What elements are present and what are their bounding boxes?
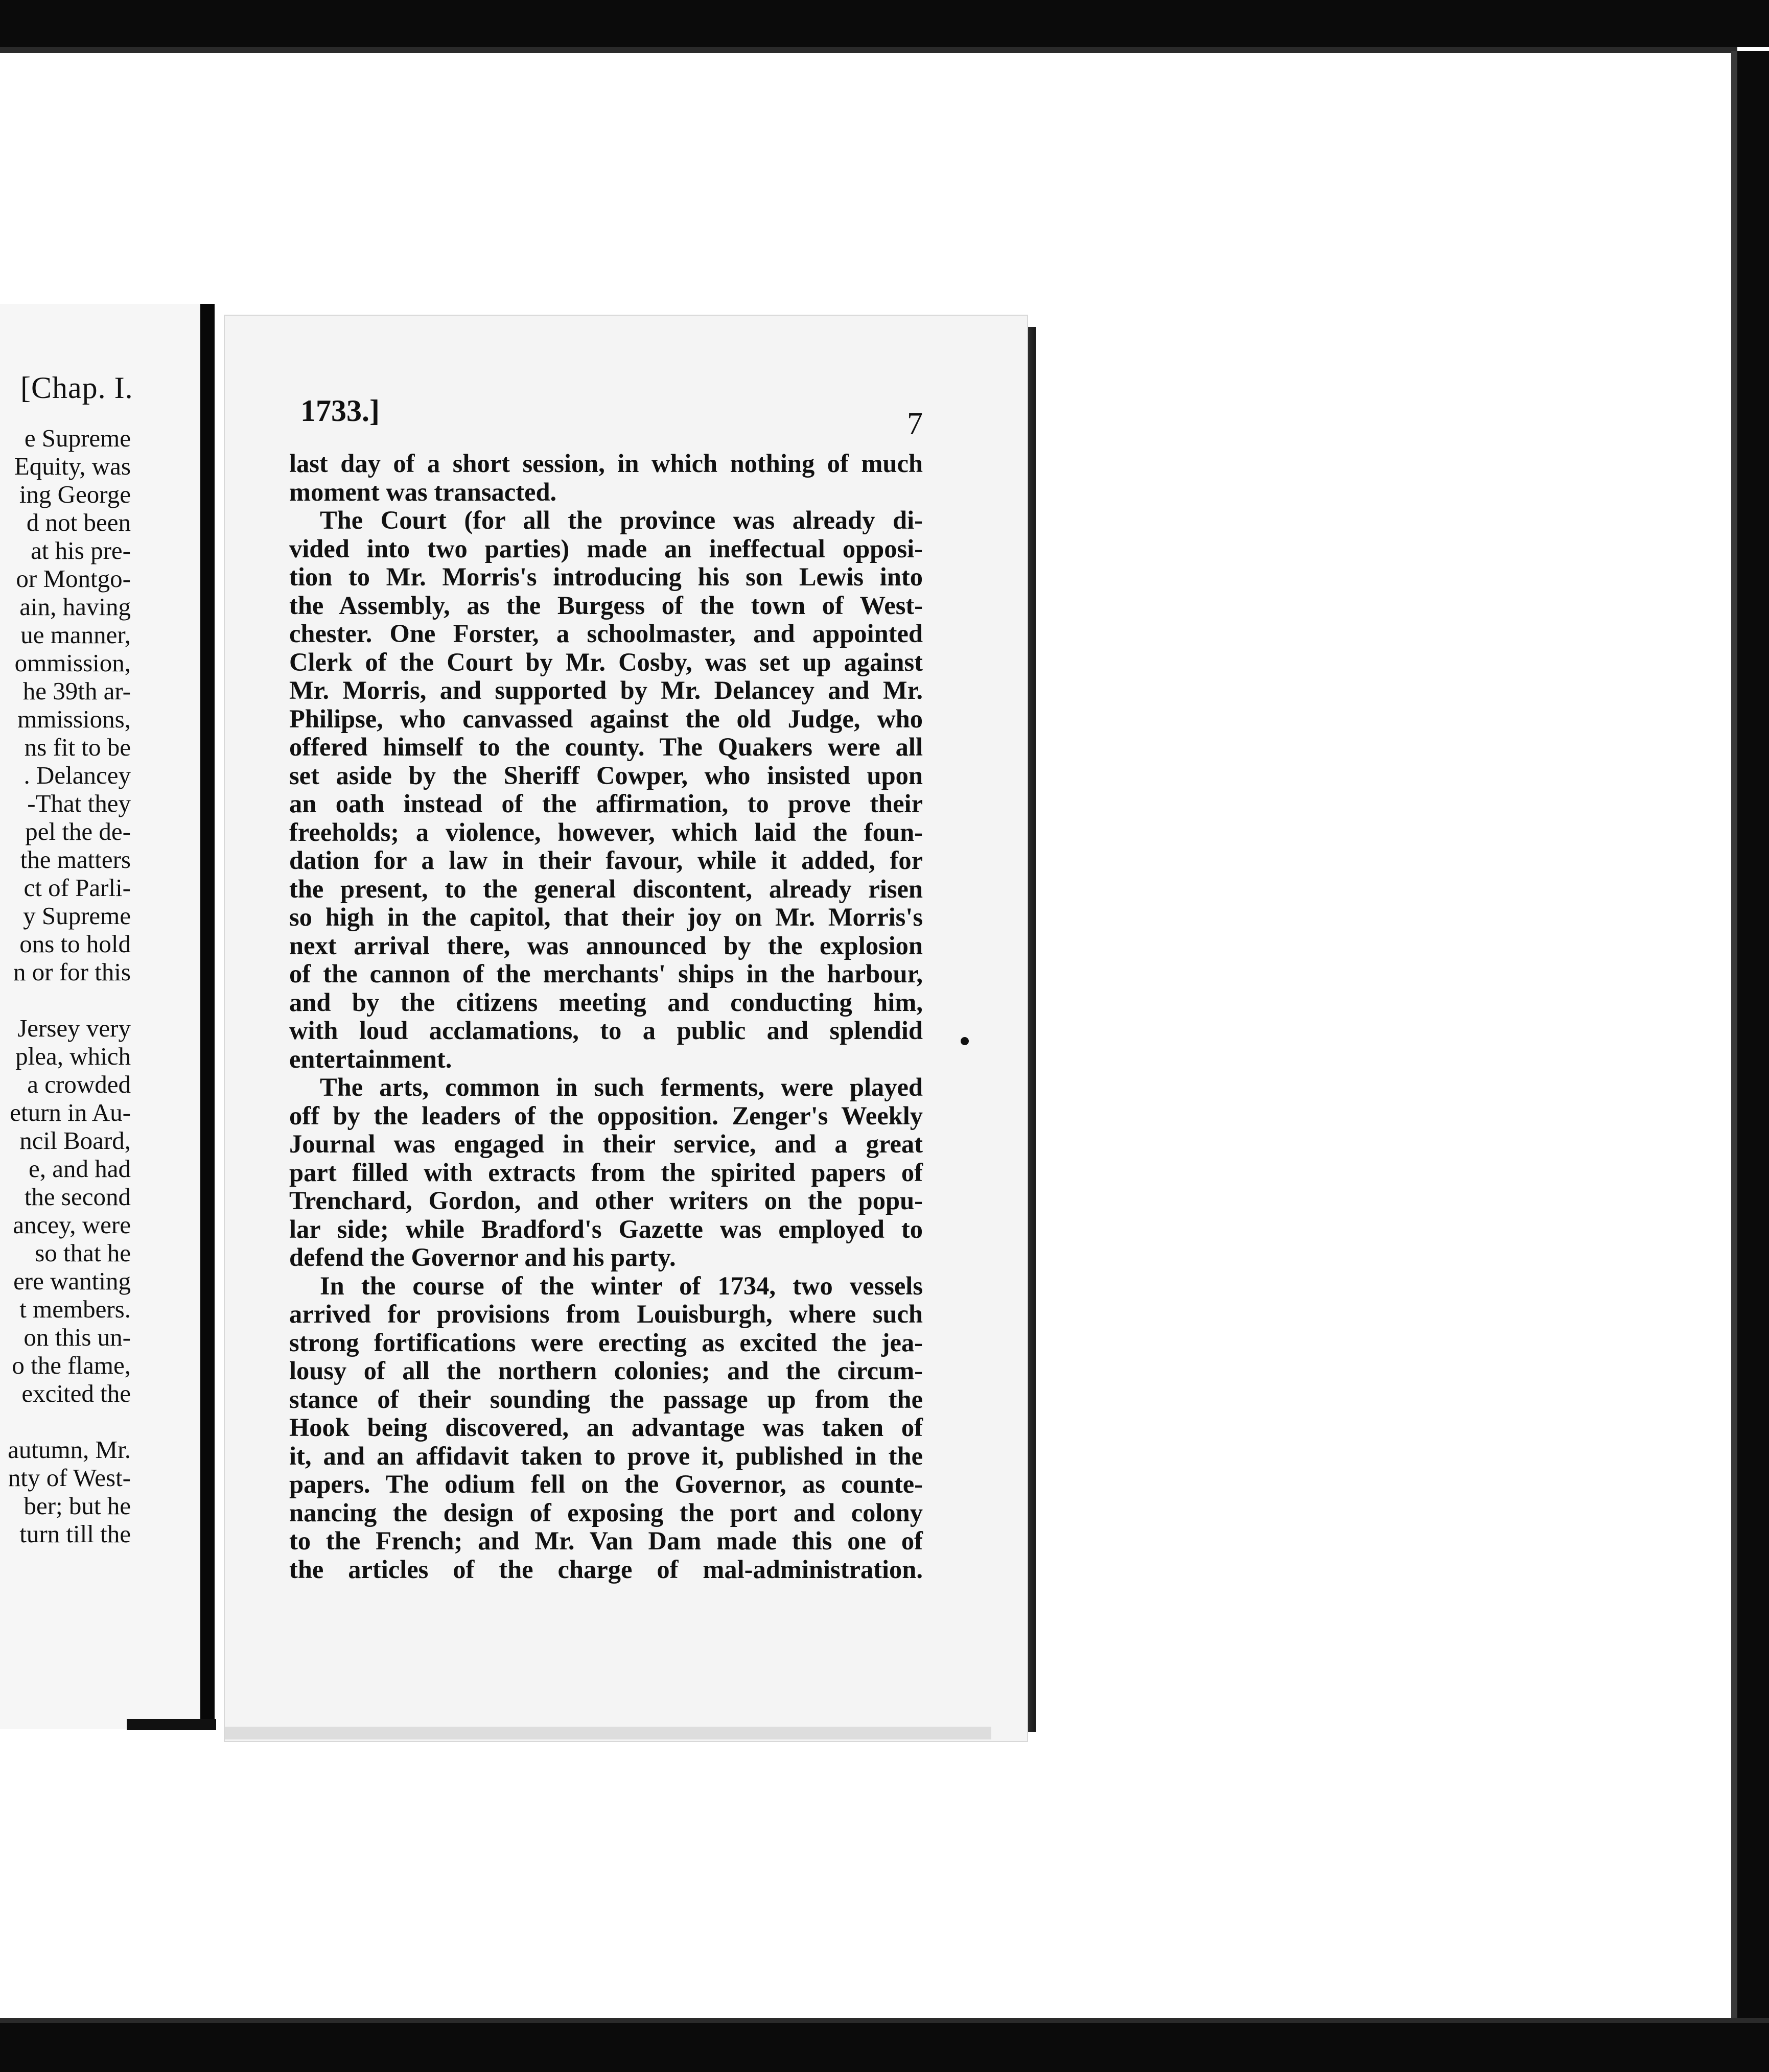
text-line: off by the leaders of the opposition. Zenger's Weekly [289, 1101, 923, 1130]
text-line: Mr. Morris, and supported by Mr. Delancey and Mr. [289, 676, 923, 704]
left-page-line: e, and had [29, 1155, 131, 1183]
left-page-header: [Chap. I. [20, 371, 133, 405]
text-line: the present, to the general discontent, already risen [289, 874, 923, 903]
page-bottom-shade [225, 1727, 991, 1739]
text-line: the Assembly, as the Burgess of the town of West- [289, 591, 923, 620]
book-gutter [200, 304, 215, 1729]
left-page-line: ncil Board, [19, 1126, 131, 1155]
text-line: Trenchard, Gordon, and other writers on the popu- [289, 1186, 923, 1215]
left-page-line: pel the de- [25, 817, 131, 845]
text-line: offered himself to the county. The Quakers were all [289, 733, 923, 761]
left-page-line: a crowded [27, 1070, 131, 1098]
left-page-line: so that he [35, 1239, 131, 1267]
text-line: Hook being discovered, an advantage was taken of [289, 1413, 923, 1442]
text-line: Clerk of the Court by Mr. Cosby, was set up against [289, 647, 923, 676]
left-page-line [0, 986, 131, 1014]
left-page-line: Equity, was [14, 452, 131, 480]
left-page-line: turn till the [19, 1520, 131, 1548]
left-page-line: e Supreme [24, 424, 131, 452]
left-page-line: t members. [19, 1295, 131, 1323]
left-page-line: ber; but he [24, 1492, 131, 1520]
left-page-line [0, 1407, 131, 1435]
text-line: lousy of all the northern colonies; and the circum- [289, 1356, 923, 1385]
left-page-line: autumn, Mr. [8, 1435, 131, 1464]
body-text [289, 450, 923, 1584]
film-frame-right-edge [1731, 51, 1737, 2028]
text-line: The Court (for all the province was already di- [320, 506, 923, 534]
left-page-line: or Montgo- [16, 564, 131, 593]
left-page-line: . Delancey [24, 761, 131, 789]
text-line: moment was transacted. [289, 477, 557, 506]
film-speck [961, 1037, 969, 1045]
left-page-line: ing George [19, 480, 131, 508]
left-page-line: ommission, [14, 649, 131, 677]
text-line: the articles of the charge of mal-administration. [289, 1555, 923, 1584]
page-base-shadow [127, 1719, 216, 1730]
text-line: dation for a law in their favour, while it added, for [289, 846, 923, 875]
left-page-line: n or for this [13, 958, 131, 986]
left-page-line: ue manner, [20, 621, 131, 649]
left-page-line: Jersey very [17, 1014, 131, 1042]
text-line: entertainment. [289, 1044, 452, 1073]
film-frame-top [0, 0, 1769, 47]
text-line: papers. The odium fell on the Governor, as counte- [289, 1470, 923, 1498]
text-line: tion to Mr. Morris's introducing his son Lewis into [289, 562, 923, 591]
text-line: so high in the capitol, that their joy on Mr. Morris's [289, 903, 923, 931]
left-page-line: y Supreme [23, 902, 131, 930]
text-line: an oath instead of the affirmation, to prove their [289, 789, 923, 818]
text-line: freeholds; a violence, however, which laid the foun- [289, 817, 923, 846]
left-page-line: excited the [21, 1379, 131, 1407]
left-page-line: ons to hold [19, 930, 131, 958]
text-line: The arts, common in such ferments, were played [320, 1073, 923, 1101]
running-head: 1733.] [300, 394, 380, 428]
text-line: to the French; and Mr. Van Dam made this one of [289, 1526, 923, 1555]
text-line: it, and an affidavit taken to prove it, published in the [289, 1441, 923, 1470]
left-page-line: ns fit to be [24, 733, 131, 761]
text-line: nancing the design of exposing the port and colony [289, 1498, 923, 1527]
left-page-text [0, 424, 131, 1548]
text-line: stance of their sounding the passage up from the [289, 1384, 923, 1414]
text-line: next arrival there, was announced by the explosion [289, 931, 923, 960]
left-page-line: -That they [27, 789, 131, 817]
text-line: lar side; while Bradford's Gazette was employed to [289, 1214, 923, 1243]
film-frame-right [1737, 51, 1769, 2028]
text-line: defend the Governor and his party. [289, 1243, 676, 1272]
left-page-line: the matters [20, 845, 131, 874]
left-page-line: o the flame, [12, 1351, 131, 1379]
text-line: Philipse, who canvassed against the old Judge, who [289, 704, 923, 733]
page-number: 7 [907, 407, 923, 441]
text-line: last day of a short session, in which nothing of much [289, 449, 923, 478]
text-line: with loud acclamations, to a public and splendid [289, 1016, 923, 1045]
left-page-line: nty of West- [8, 1464, 131, 1492]
text-line: part filled with extracts from the spirited papers of [289, 1158, 923, 1187]
left-page-line: mmissions, [17, 705, 131, 733]
text-line: of the cannon of the merchants' ships in the harbour, [289, 959, 923, 988]
text-line: set aside by the Sheriff Cowper, who insisted upon [289, 761, 923, 790]
left-page-line: ancey, were [13, 1211, 131, 1239]
left-page-line: ct of Parli- [24, 874, 131, 902]
left-page-line: on this un- [24, 1323, 131, 1351]
text-line: chester. One Forster, a schoolmaster, and appointed [289, 619, 923, 648]
left-page-line: eturn in Au- [10, 1098, 131, 1126]
text-line: Journal was engaged in their service, and a great [289, 1129, 923, 1158]
text-line: strong fortifications were erecting as excited the jea- [289, 1328, 923, 1357]
text-line: arrived for provisions from Louisburgh, where such [289, 1300, 923, 1328]
left-page-line: d not been [26, 508, 131, 536]
text-line: and by the citizens meeting and conducting him, [289, 987, 923, 1017]
left-page-line: he 39th ar- [22, 677, 131, 705]
left-page-line: plea, which [15, 1042, 131, 1070]
left-page-line: ere wanting [13, 1267, 131, 1295]
left-page-line: at his pre- [31, 536, 131, 564]
film-frame-bottom [0, 2023, 1769, 2072]
left-page-line: ain, having [19, 593, 131, 621]
left-page-line: the second [24, 1183, 131, 1211]
film-frame-top-edge [0, 47, 1737, 53]
text-line: In the course of the winter of 1734, two vessels [320, 1271, 923, 1300]
text-line: vided into two parties) made an ineffectual opposi- [289, 534, 923, 563]
